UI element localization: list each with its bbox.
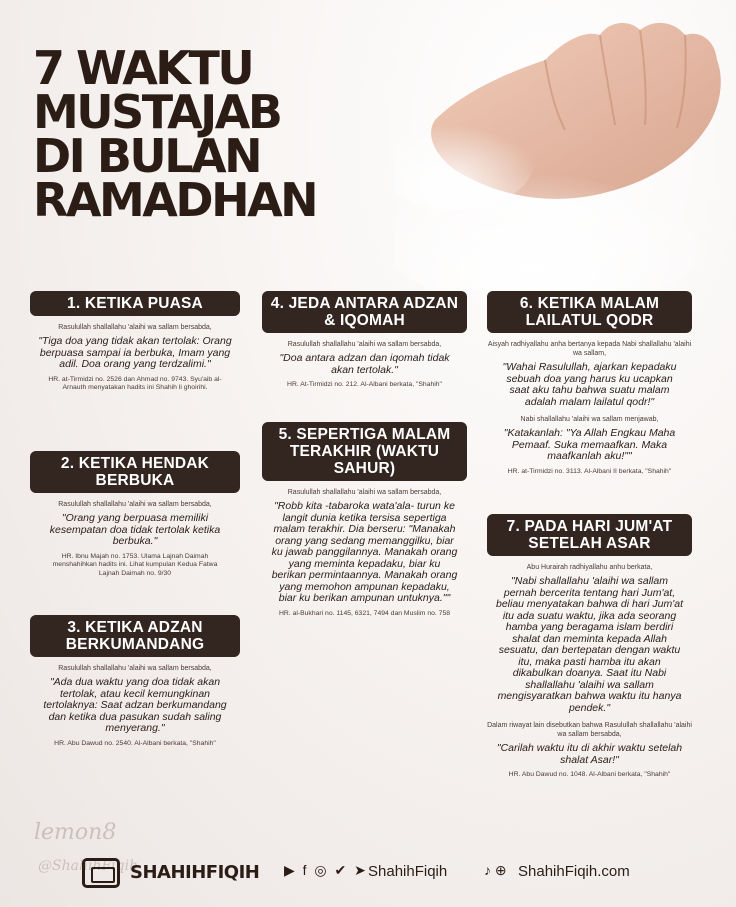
title-line-1: 7 WAKTU <box>33 41 253 95</box>
section-4-heading: 4. JEDA ANTARA ADZAN & IQOMAH <box>262 291 467 333</box>
main-title <box>33 41 413 227</box>
section-7-quote: "Nabi shallallahu 'alaihi wa sallam pernah bercerita tentang hari Jum'at, beliau menyatakan bahwa di hari Jum'at itu ada suatu waktu, jika ada seorang hamba yang beragama islam berdiri shalat dan meminta kepada Allah sesuatu, dan bertepatan dengan waktu itu, maka pasti hamba itu akan dikabulkan doanya. Saat itu Nabi shallallahu 'alaihi wa sallam mengisyaratkan bahwa waktu itu hanya pendek." <box>495 575 684 714</box>
section-7-reference: HR. Abu Dawud no. 1048. Al-Albani berkata, "Shahih" <box>508 771 671 778</box>
section-6-reference: HR. at-Tirmidzi no. 3113. Al-Albani II berkata, "Shahih" <box>507 467 672 475</box>
title-line-3: DI BULAN <box>33 129 261 183</box>
lemon8-watermark: lemon8 <box>34 820 117 845</box>
section-5 <box>262 422 467 618</box>
section-5-heading: 5. SEPERTIGA MALAM TERAKHIR (WAKTU SAHUR) <box>262 422 467 481</box>
section-6-intro: Aisyah radhiyallahu anha bertanya kepada Nabi shallallahu 'alaihi wa sallam, <box>487 341 692 357</box>
section-2-heading: 2. KETIKA HENDAK BERBUKA <box>30 451 240 493</box>
social-handle: ShahihFiqih <box>368 863 448 880</box>
section-2-reference: HR. Ibnu Majah no. 1753. Ulama Lajnah Daimah menshahihkan hadits ini. Lihat kumpulan Kedua Fatwa Lajnah Daimah no. 9/30 <box>52 552 218 577</box>
section-4 <box>262 291 467 390</box>
section-7 <box>487 514 692 780</box>
section-7-quote-2: "Carilah waktu itu di akhir waktu setelah shalat Asar!" <box>496 742 683 766</box>
section-4-intro: Rasulullah shallallahu 'alaihi wa sallam bersabda, <box>287 341 442 348</box>
section-1-reference: HR. at-Tirmidzi no. 2526 dan Ahmad no. 9743. Syu'aib al-Arnauth menyatakan hadits ini Shahih li ghoirihi. <box>48 375 222 391</box>
section-5-intro: Rasulullah shallallahu 'alaihi wa sallam bersabda, <box>287 489 442 496</box>
section-7-intro-2: Dalam riwayat lain disebutkan bahwa Rasulullah shallallahu 'alaihi wa sallam bersabda, <box>487 722 692 738</box>
section-1-quote: "Tiga doa yang tidak akan tertolak: Orang berpuasa sampai ia berbuka, Imam yang adil. Doa orang yang terdzalimi." <box>38 335 232 370</box>
section-5-quote: "Robb kita -tabaroka wata'ala- turun ke langit dunia ketika tersisa sepertiga malam terakhir. Dia berseru: "Manakah orang yang sedang memanggilku, biar ku jawab panggilannya. Manakah orang yang meminta kepadaku, biar ku berikan permintaannya. Manakah orang yang memohon ampunan kepadaku, biar ku berikan ampunan untuknya."" <box>271 500 458 604</box>
section-2-intro: Rasulullah shallallahu 'alaihi wa sallam bersabda, <box>58 501 212 508</box>
section-3 <box>30 615 240 748</box>
section-6-heading: 6. KETIKA MALAM LAILATUL QODR <box>487 291 692 333</box>
section-6-quote-2: "Katakanlah: "Ya Allah Engkau Maha Pemaaf. Suka memaafkan. Maka maafkanlah aku!"" <box>503 427 676 462</box>
section-6 <box>487 291 692 476</box>
section-6-quote: "Wahai Rasulullah, ajarkan kepadaku sebuah doa yang harus ku ucapkan saat aku tahu bahwa suatu malam adalah malam lailatul qodr!" <box>502 361 677 408</box>
section-4-reference: HR. At-Tirmidzi no. 212. Al-Albani berkata, "Shahih" <box>287 381 442 388</box>
section-3-heading: 3. KETIKA ADZAN BERKUMANDANG <box>30 615 240 657</box>
title-line-4: RAMADHAN <box>33 173 317 227</box>
handle-watermark: @ShahihFiqih <box>38 858 139 874</box>
footer <box>0 848 736 898</box>
praying-hands-image <box>395 0 736 290</box>
shahihfiqih-logo-icon <box>82 858 120 888</box>
website-link[interactable]: ShahihFiqih.com <box>518 863 630 880</box>
title-line-2: MUSTAJAB <box>33 85 281 139</box>
section-7-intro: Abu Hurairah radhiyallahu anhu berkata, <box>526 564 653 571</box>
section-3-reference: HR. Abu Dawud no. 2540. Al-Albani berkata, "Shahih" <box>54 739 216 747</box>
section-7-heading: 7. PADA HARI JUM'AT SETELAH ASAR <box>487 514 692 556</box>
brand-name: SHAHIHFIQIH <box>130 862 260 883</box>
section-4-quote: "Doa antara adzan dan iqomah tidak akan tertolak." <box>279 352 450 376</box>
section-3-intro: Rasulullah shallallahu 'alaihi wa sallam bersabda, <box>58 665 212 672</box>
section-3-quote: "Ada dua waktu yang doa tidak akan tertolak, atau kecil kemungkinan tertolaknya: Saat adzan berkumandang dan ketika dua pasukan sudah saling menyerang." <box>43 676 227 734</box>
section-1-intro: Rasulullah shallallahu 'alaihi wa sallam bersabda, <box>58 324 212 331</box>
section-5-reference: HR. al-Bukhari no. 1145, 6321, 7494 dan Muslim no. 758 <box>278 609 451 617</box>
section-1-heading: 1. KETIKA PUASA <box>30 291 240 316</box>
section-2-quote: "Orang yang berpuasa memiliki kesempatan doa tidak tertolak ketika berbuka." <box>49 512 221 547</box>
section-2 <box>30 451 240 578</box>
social-icons[interactable]: ▶ f ◎ ✔ ➤ <box>284 862 368 878</box>
section-6-intro-2: Nabi shallallahu 'alaihi wa sallam menjawab, <box>520 416 659 423</box>
tiktok-web-icons[interactable]: ♪ ⊕ <box>484 862 507 878</box>
section-1 <box>30 291 240 393</box>
